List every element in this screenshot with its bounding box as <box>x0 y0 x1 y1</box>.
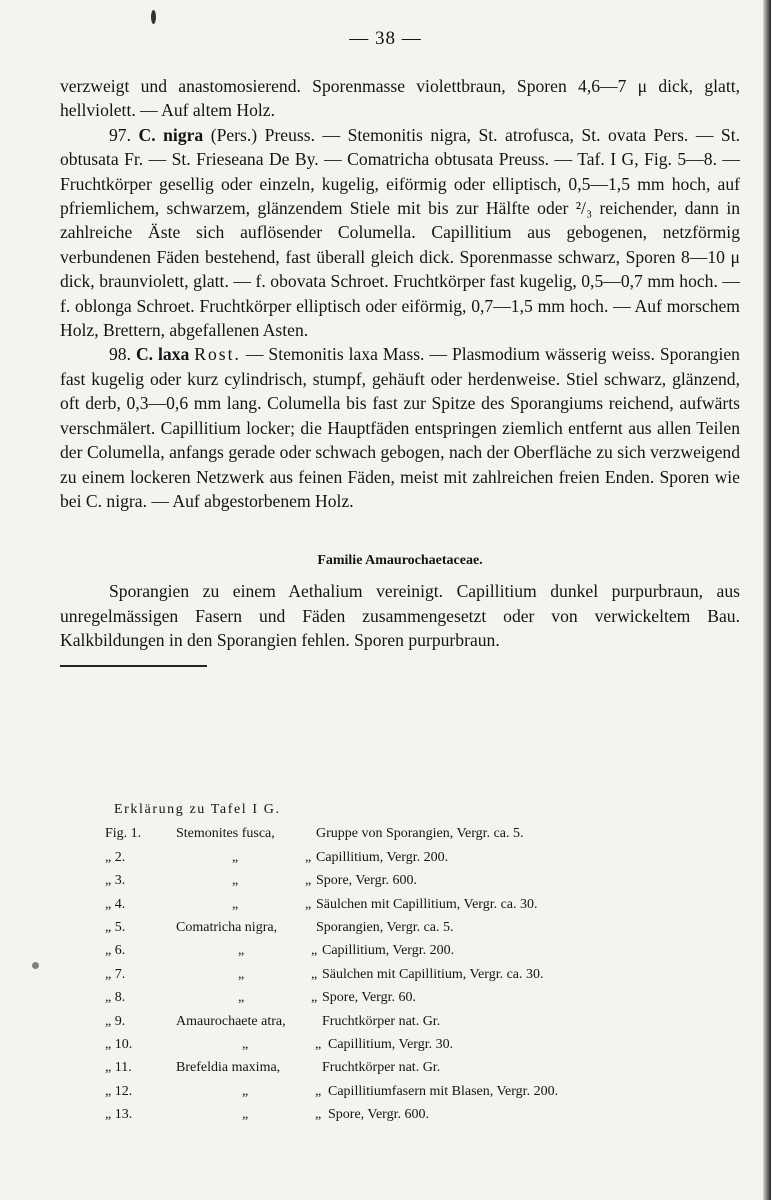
ditto-mark: „ <box>311 990 318 1006</box>
species-label: Brefeldia maxima, <box>176 1060 281 1076</box>
section-divider <box>60 665 207 667</box>
author-citation: (Pers.) Preuss. <box>210 124 316 145</box>
legend-row <box>60 963 720 986</box>
page-edge-shadow <box>763 0 771 1200</box>
species-label: Amaurochaete atra, <box>176 1013 286 1029</box>
species-entry-98 <box>60 342 740 513</box>
species-entry-97 <box>60 123 740 343</box>
figure-number: „ 10. <box>105 1036 133 1052</box>
ditto-mark: „ <box>232 896 239 912</box>
ditto-mark: „ <box>315 1036 322 1052</box>
figure-caption: Fruchtkörper nat. Gr. <box>322 1060 441 1076</box>
family-description: Sporangien zu einem Aethalium vereinigt. Capillitium dunkel purpurbraun, aus unregelmässigen Fasern und Fäden zusammengesetzt oder von verwickeltem Bau. Kalkbildungen in den Sporangien fehlen. Sporen purpurbraun. <box>60 581 740 651</box>
figure-number: „ 2. <box>105 849 126 865</box>
paragraph-continuation: verzweigt und anastomosierend. Sporenmasse violettbraun, Sporen 4,6—7 μ dick, glatt, hellviolett. — Auf altem Holz. <box>60 76 740 121</box>
figure-number: „ 13. <box>105 1107 133 1123</box>
genus-abbrev: C. <box>135 344 154 365</box>
ditto-mark: „ <box>311 943 318 959</box>
legend-row <box>60 869 720 892</box>
entry-number: 97. <box>109 124 131 145</box>
figure-caption: Fruchtkörper nat. Gr. <box>322 1013 441 1029</box>
figure-number: „ 6. <box>105 943 126 959</box>
ditto-mark: „ <box>311 966 318 982</box>
ditto-mark: „ <box>238 943 245 959</box>
legend-row <box>60 986 720 1009</box>
ditto-mark: „ <box>238 966 245 982</box>
species-label: Stemonites fusca, <box>176 826 275 842</box>
figure-caption: Spore, Vergr. 600. <box>328 1107 429 1123</box>
legend-row <box>60 916 720 939</box>
ditto-mark: „ <box>305 873 312 889</box>
figure-caption: Capillitium, Vergr. 30. <box>328 1036 454 1052</box>
ink-speck <box>32 962 39 969</box>
ditto-mark: „ <box>232 849 239 865</box>
figure-caption: Spore, Vergr. 60. <box>322 990 416 1006</box>
legend-row <box>60 939 720 962</box>
figure-caption: Capillitium, Vergr. 200. <box>316 849 449 865</box>
figure-number: „ 4. <box>105 896 126 912</box>
ditto-mark: „ <box>238 990 245 1006</box>
entry-description: — Stemonitis nigra, St. atrofusca, St. ovata Pers. — St. obtusata Fr. — St. Frieseana De By. — Comatricha obtusata Preuss. — Taf. I G, Fig. 5—8. — Fruchtkörper gesellig oder einzeln, kugelig, eiförmig oder elliptisch, 0,5—1,5 mm hoch, auf pfriemlichem, schwarzem, glänzendem Stiele mit bis zur Hälfte oder ²/₃ reichender, dann in zahlreiche Äste sich auflösender Columella. Capillitium aus gebogenen, netzförmig verbundenen Fäden bestehend, fast überall gleich dick. Sporenmasse schwarz, Sporen 8—10 μ dick, braunviolett, glatt. — f. obovata Schroet. Fruchtkörper fast kugelig, 0,5—0,7 mm hoch. — f. oblonga Schroet. Fruchtkörper elliptisch oder eiförmig, 0,7—1,5 mm hoch. — Auf morschem Holz, Brettern, abgefallenen Asten. <box>60 124 741 341</box>
ditto-mark: „ <box>242 1036 249 1052</box>
plate-legend <box>60 798 720 1126</box>
ditto-mark: „ <box>305 849 312 865</box>
ditto-mark: „ <box>305 896 312 912</box>
figure-number: „ 3. <box>105 873 126 889</box>
ditto-mark: „ <box>315 1083 322 1099</box>
author-citation: Rost. <box>194 344 241 365</box>
legend-rows <box>60 822 720 1126</box>
legend-row <box>60 1056 720 1079</box>
ditto-mark: „ <box>315 1107 322 1123</box>
figure-number: „ 7. <box>105 966 126 982</box>
family-heading: Familie Amaurochaetaceae. <box>317 553 483 569</box>
legend-row <box>60 1080 720 1103</box>
legend-row <box>60 893 720 916</box>
main-text <box>60 74 740 667</box>
figure-caption: Gruppe von Sporangien, Vergr. ca. 5. <box>316 826 524 842</box>
figure-number: „ 8. <box>105 990 126 1006</box>
figure-caption: Sporangien, Vergr. ca. 5. <box>316 919 454 935</box>
legend-row <box>60 1103 720 1126</box>
figure-number: Fig. 1. <box>105 826 142 842</box>
page-number: — 38 — <box>349 28 422 49</box>
legend-title: Erklärung zu Tafel I G. <box>114 802 281 817</box>
legend-row <box>60 846 720 869</box>
ditto-mark: „ <box>232 873 239 889</box>
legend-row <box>60 822 720 845</box>
genus-abbrev: C. <box>138 124 156 145</box>
entry-number: 98. <box>109 344 131 365</box>
figure-caption: Spore, Vergr. 600. <box>316 873 417 889</box>
ink-speck <box>151 10 156 24</box>
figure-number: „ 12. <box>105 1083 133 1099</box>
species-label: Comatricha nigra, <box>176 919 278 935</box>
species-name: laxa <box>158 344 190 365</box>
figure-caption: Capillitium, Vergr. 200. <box>322 943 455 959</box>
ditto-mark: „ <box>242 1107 249 1123</box>
entry-description: — Stemonitis laxa Mass. — Plasmodium wässerig weiss. Sporangien fast kugelig oder kurz cylindrisch, stumpf, gehäuft oder herdenweise. Stiel schwarz, glänzend, oft derb, 0,3—0,6 mm lang. Columella bis fast zur Spitze des Sporangiums reichend, aufwärts verschmälert. Capillitium locker; die Hauptfäden entspringen ziemlich entfernt aus allen Teilen der Columella, anfangs gerade oder schwach gebogen, nach der Oberfläche zu sich verzweigend zu einem lockeren Netzwerk aus feinen Fäden, meist mit zahlreichen freien Enden. Sporen wie bei C. nigra. — Auf abgestorbenem Holz. <box>60 344 740 511</box>
figure-number: „ 9. <box>105 1013 126 1029</box>
legend-row <box>60 1033 720 1056</box>
figure-caption: Säulchen mit Capillitium, Vergr. ca. 30. <box>316 896 538 912</box>
ditto-mark: „ <box>242 1083 249 1099</box>
legend-row <box>60 1010 720 1033</box>
figure-number: „ 5. <box>105 919 126 935</box>
figure-caption: Säulchen mit Capillitium, Vergr. ca. 30. <box>322 966 544 982</box>
species-name: nigra <box>163 124 204 145</box>
figure-number: „ 11. <box>105 1060 132 1076</box>
figure-caption: Capillitiumfasern mit Blasen, Vergr. 200. <box>328 1083 559 1099</box>
